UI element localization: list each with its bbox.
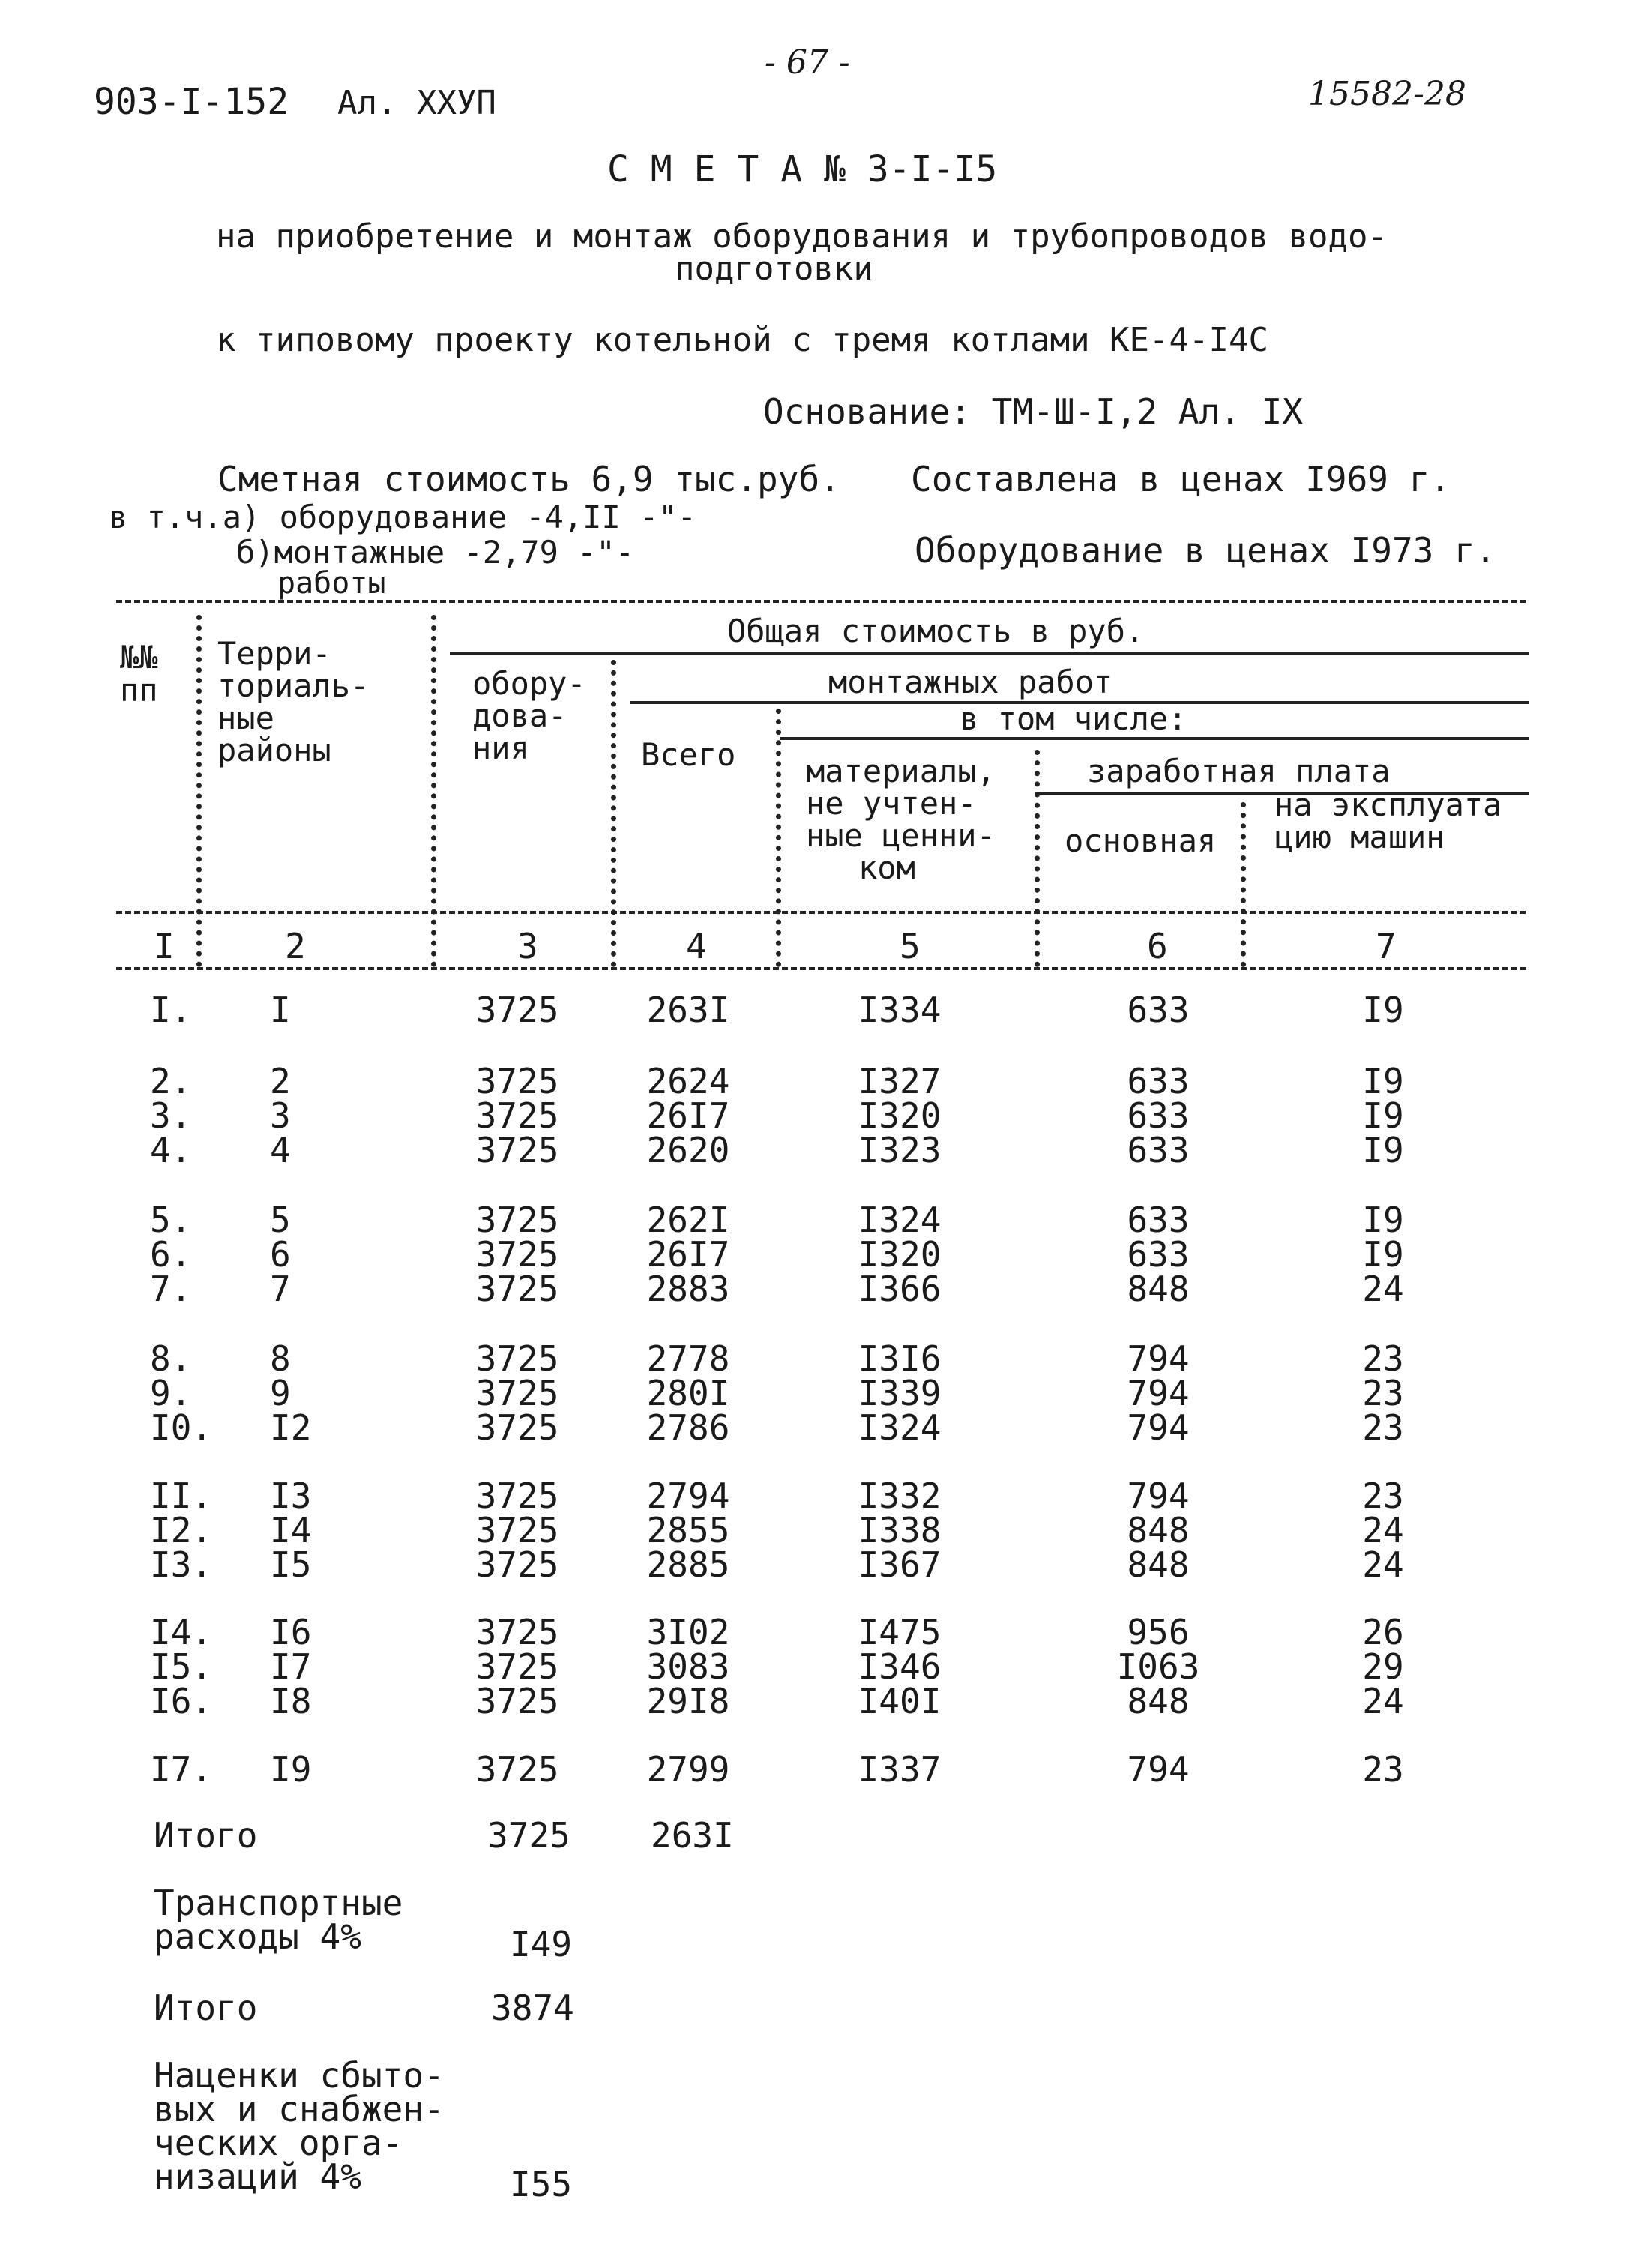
cell-equipment-cost: 3725 xyxy=(475,1269,559,1309)
including-rule xyxy=(780,737,1529,740)
cell-equipment-cost: 3725 xyxy=(475,1646,559,1687)
cell-machine-wages: 23 xyxy=(1362,1338,1404,1379)
including-mounting-works: работы xyxy=(277,566,386,601)
cell-machine-wages: I9 xyxy=(1362,1061,1404,1101)
header-col5-l1: материалы, xyxy=(806,753,996,789)
header-col2-l3: ные xyxy=(217,700,274,736)
total-label-2: Итого xyxy=(154,1988,258,2028)
cell-mounting-total: 2624 xyxy=(646,1061,730,1101)
cell-machine-wages: 24 xyxy=(1362,1681,1404,1721)
cell-territorial-region: I xyxy=(270,990,291,1030)
transport-label-2: расходы 4% xyxy=(154,1916,361,1957)
column-number-1: I xyxy=(154,926,175,966)
column-numbers-rule xyxy=(116,967,1526,970)
cell-row-number: I0. xyxy=(150,1407,213,1448)
transport-value: I49 xyxy=(510,1924,573,1964)
table-row xyxy=(0,1061,1638,1101)
cell-equipment-cost: 3725 xyxy=(475,1476,559,1516)
header-col6: основная xyxy=(1065,822,1217,859)
cell-materials-cost: I320 xyxy=(858,1234,942,1275)
markup-label-4: низаций 4% xyxy=(154,2156,361,2197)
cell-mounting-total: 2778 xyxy=(646,1338,730,1379)
header-bottom-rule xyxy=(116,911,1526,914)
cell-machine-wages: I9 xyxy=(1362,1130,1404,1170)
markup-label-2: вых и снабжен- xyxy=(154,2089,445,2129)
transport-label-1: Транспортные xyxy=(154,1883,403,1923)
cell-base-wages: 794 xyxy=(1127,1407,1190,1448)
header-wages: заработная плата xyxy=(1087,753,1391,789)
table-row xyxy=(0,1749,1638,1790)
header-col7-l1: на эксплуата xyxy=(1274,786,1502,823)
header-col4: Всего xyxy=(641,736,736,773)
subtitle-line-1: на приобретение и монтаж оборудования и трубопроводов водо- xyxy=(216,217,1388,256)
cell-territorial-region: 2 xyxy=(270,1061,291,1101)
cell-row-number: I7. xyxy=(150,1749,213,1790)
markup-label-3: ческих орга- xyxy=(154,2123,403,2163)
table-row xyxy=(0,1646,1638,1687)
cell-machine-wages: 24 xyxy=(1362,1544,1404,1585)
cell-equipment-cost: 3725 xyxy=(475,1749,559,1790)
cell-base-wages: 848 xyxy=(1127,1269,1190,1309)
cell-base-wages: 633 xyxy=(1127,1200,1190,1240)
cell-mounting-total: 2883 xyxy=(646,1269,730,1309)
cell-materials-cost: I367 xyxy=(858,1544,942,1585)
cell-materials-cost: I475 xyxy=(858,1612,942,1652)
markup-label-1: Наценки сбыто- xyxy=(154,2055,445,2096)
cell-row-number: I. xyxy=(150,990,192,1030)
col-separator-5 xyxy=(1035,750,1040,967)
table-row xyxy=(0,1269,1638,1309)
header-col2-l2: ториаль- xyxy=(217,667,370,704)
cell-machine-wages: I9 xyxy=(1362,1095,1404,1136)
page-number: - 67 - xyxy=(765,43,850,82)
cell-territorial-region: 9 xyxy=(270,1373,291,1413)
table-row xyxy=(0,1407,1638,1448)
cell-machine-wages: I9 xyxy=(1362,1234,1404,1275)
header-total-cost: Общая стоимость в руб. xyxy=(727,613,1145,649)
cell-materials-cost: I338 xyxy=(858,1510,942,1550)
col-separator-2 xyxy=(431,615,436,967)
table-row xyxy=(0,1510,1638,1550)
cell-base-wages: 848 xyxy=(1127,1681,1190,1721)
cell-equipment-cost: 3725 xyxy=(475,1510,559,1550)
cell-base-wages: 633 xyxy=(1127,1061,1190,1101)
header-col5-l4: ком xyxy=(858,849,915,886)
col-separator-6 xyxy=(1241,802,1246,967)
cell-base-wages: 633 xyxy=(1127,990,1190,1030)
cell-equipment-cost: 3725 xyxy=(475,1061,559,1101)
cell-materials-cost: I40I xyxy=(858,1681,942,1721)
cell-base-wages: 794 xyxy=(1127,1476,1190,1516)
cell-territorial-region: 5 xyxy=(270,1200,291,1240)
column-number-5: 5 xyxy=(900,926,921,966)
table-row xyxy=(0,1234,1638,1275)
cell-mounting-total: 2885 xyxy=(646,1544,730,1585)
header-col2-l4: районы xyxy=(217,732,331,768)
cell-base-wages: 794 xyxy=(1127,1373,1190,1413)
total-mounting-value: 263I xyxy=(651,1815,734,1856)
cell-base-wages: 956 xyxy=(1127,1612,1190,1652)
cell-equipment-cost: 3725 xyxy=(475,1130,559,1170)
cell-territorial-region: I7 xyxy=(270,1646,312,1687)
col-separator-1 xyxy=(196,615,202,967)
inventory-number: 15582-28 xyxy=(1308,75,1466,113)
cell-equipment-cost: 3725 xyxy=(475,1544,559,1585)
cell-territorial-region: 8 xyxy=(270,1338,291,1379)
cell-materials-cost: I334 xyxy=(858,990,942,1030)
cell-row-number: 7. xyxy=(150,1269,192,1309)
col-separator-3 xyxy=(611,660,616,967)
cell-base-wages: 848 xyxy=(1127,1544,1190,1585)
cell-territorial-region: I2 xyxy=(270,1407,312,1448)
cell-territorial-region: 4 xyxy=(270,1130,291,1170)
header-col3-l2: дова- xyxy=(472,697,567,734)
cell-materials-cost: I332 xyxy=(858,1476,942,1516)
cell-row-number: I6. xyxy=(150,1681,213,1721)
header-col3-l1: обору- xyxy=(472,665,586,702)
basis-line: Основание: ТМ-Ш-I,2 Ал. IX xyxy=(763,391,1304,432)
cell-materials-cost: I324 xyxy=(858,1200,942,1240)
total-with-transport-value: 3874 xyxy=(491,1988,574,2028)
cell-equipment-cost: 3725 xyxy=(475,1681,559,1721)
table-row xyxy=(0,1200,1638,1240)
table-row xyxy=(0,1612,1638,1652)
cell-row-number: 6. xyxy=(150,1234,192,1275)
equipment-prices: Оборудование в ценах I973 г. xyxy=(915,530,1496,571)
cell-machine-wages: 24 xyxy=(1362,1510,1404,1550)
cell-territorial-region: I5 xyxy=(270,1544,312,1585)
cell-materials-cost: I346 xyxy=(858,1646,942,1687)
markup-value: I55 xyxy=(510,2164,573,2204)
composed-prices: Составлена в ценах I969 г. xyxy=(911,459,1451,499)
cell-territorial-region: 3 xyxy=(270,1095,291,1136)
table-row xyxy=(0,1373,1638,1413)
cell-mounting-total: 3083 xyxy=(646,1646,730,1687)
cell-mounting-total: 262I xyxy=(646,1200,730,1240)
cell-mounting-total: 26I7 xyxy=(646,1095,730,1136)
cell-equipment-cost: 3725 xyxy=(475,990,559,1030)
cell-base-wages: 633 xyxy=(1127,1130,1190,1170)
cell-row-number: I5. xyxy=(150,1646,213,1687)
table-row xyxy=(0,1681,1638,1721)
column-number-2: 2 xyxy=(285,926,306,966)
cell-materials-cost: I366 xyxy=(858,1269,942,1309)
cell-row-number: 5. xyxy=(150,1200,192,1240)
table-row xyxy=(0,1338,1638,1379)
header-col1: №№ пп xyxy=(120,639,158,709)
cell-equipment-cost: 3725 xyxy=(475,1200,559,1240)
total-cost-rule xyxy=(450,652,1529,655)
cell-mounting-total: 2855 xyxy=(646,1510,730,1550)
col-separator-4 xyxy=(776,709,781,967)
cell-row-number: 8. xyxy=(150,1338,192,1379)
cell-materials-cost: I339 xyxy=(858,1373,942,1413)
cell-row-number: I3. xyxy=(150,1544,213,1585)
cell-machine-wages: 23 xyxy=(1362,1476,1404,1516)
cell-equipment-cost: 3725 xyxy=(475,1095,559,1136)
header-col5-l2: не учтен- xyxy=(806,785,977,822)
cell-equipment-cost: 3725 xyxy=(475,1373,559,1413)
cell-mounting-total: 2620 xyxy=(646,1130,730,1170)
cell-machine-wages: I9 xyxy=(1362,990,1404,1030)
cell-territorial-region: I4 xyxy=(270,1510,312,1550)
cell-machine-wages: 26 xyxy=(1362,1612,1404,1652)
cell-base-wages: I063 xyxy=(1116,1646,1200,1687)
cell-machine-wages: 23 xyxy=(1362,1407,1404,1448)
cell-base-wages: 794 xyxy=(1127,1749,1190,1790)
cell-machine-wages: 23 xyxy=(1362,1373,1404,1413)
total-equipment-value: 3725 xyxy=(487,1815,570,1856)
cell-materials-cost: I337 xyxy=(858,1749,942,1790)
cell-territorial-region: 7 xyxy=(270,1269,291,1309)
table-row xyxy=(0,1544,1638,1585)
cell-row-number: I4. xyxy=(150,1612,213,1652)
cell-materials-cost: I327 xyxy=(858,1061,942,1101)
cell-territorial-region: I8 xyxy=(270,1681,312,1721)
estimated-cost: Сметная стоимость 6,9 тыс.руб. xyxy=(217,459,840,499)
cell-equipment-cost: 3725 xyxy=(475,1407,559,1448)
column-number-4: 4 xyxy=(686,926,707,966)
cell-base-wages: 794 xyxy=(1127,1338,1190,1379)
doc-code: 903-I-152 xyxy=(94,81,289,123)
project-line: к типовому проекту котельной с тремя котлами КЕ-4-I4С xyxy=(216,321,1268,359)
cell-row-number: 3. xyxy=(150,1095,192,1136)
column-number-7: 7 xyxy=(1376,926,1397,966)
table-row xyxy=(0,1095,1638,1136)
cell-base-wages: 633 xyxy=(1127,1095,1190,1136)
header-col3-l3: ния xyxy=(472,730,529,766)
cell-territorial-region: I9 xyxy=(270,1749,312,1790)
cell-row-number: II. xyxy=(150,1476,213,1516)
header-including: в том числе: xyxy=(960,700,1187,737)
subtitle-line-2: подготовки xyxy=(675,250,873,288)
cell-mounting-total: 26I7 xyxy=(646,1234,730,1275)
header-col2-l1: Терри- xyxy=(217,635,331,672)
cell-mounting-total: 263I xyxy=(646,990,730,1030)
cell-territorial-region: I3 xyxy=(270,1476,312,1516)
cell-base-wages: 633 xyxy=(1127,1234,1190,1275)
cell-machine-wages: 23 xyxy=(1362,1749,1404,1790)
cell-equipment-cost: 3725 xyxy=(475,1338,559,1379)
cell-equipment-cost: 3725 xyxy=(475,1612,559,1652)
header-mounting: монтажных работ xyxy=(828,664,1113,700)
header-col5-l3: ные ценни- xyxy=(806,817,996,854)
cell-row-number: I2. xyxy=(150,1510,213,1550)
including-mounting: б)монтажные -2,79 -"- xyxy=(236,534,635,571)
cell-materials-cost: I320 xyxy=(858,1095,942,1136)
table-row xyxy=(0,1476,1638,1516)
cell-machine-wages: 24 xyxy=(1362,1269,1404,1309)
cell-base-wages: 848 xyxy=(1127,1510,1190,1550)
total-label-1: Итого xyxy=(154,1815,258,1856)
cell-materials-cost: I3I6 xyxy=(858,1338,942,1379)
cell-mounting-total: 29I8 xyxy=(646,1681,730,1721)
table-top-rule xyxy=(116,600,1526,603)
cell-row-number: 2. xyxy=(150,1061,192,1101)
header-col7-l2: цию машин xyxy=(1274,819,1445,855)
column-number-6: 6 xyxy=(1147,926,1168,966)
cell-machine-wages: I9 xyxy=(1362,1200,1404,1240)
column-number-3: 3 xyxy=(517,926,538,966)
document-heading: С М Е Т А № 3-I-I5 xyxy=(607,148,998,190)
cell-mounting-total: 280I xyxy=(646,1373,730,1413)
cell-row-number: 9. xyxy=(150,1373,192,1413)
cell-materials-cost: I323 xyxy=(858,1130,942,1170)
album-number: Ал. XXУП xyxy=(337,84,496,122)
cell-mounting-total: 2794 xyxy=(646,1476,730,1516)
table-row xyxy=(0,1130,1638,1170)
cell-row-number: 4. xyxy=(150,1130,192,1170)
cell-territorial-region: I6 xyxy=(270,1612,312,1652)
cell-mounting-total: 2786 xyxy=(646,1407,730,1448)
cell-mounting-total: 3I02 xyxy=(646,1612,730,1652)
cell-territorial-region: 6 xyxy=(270,1234,291,1275)
cell-equipment-cost: 3725 xyxy=(475,1234,559,1275)
cell-mounting-total: 2799 xyxy=(646,1749,730,1790)
cell-machine-wages: 29 xyxy=(1362,1646,1404,1687)
including-equipment: в т.ч.а) оборудование -4,II -"- xyxy=(109,499,696,535)
cell-materials-cost: I324 xyxy=(858,1407,942,1448)
table-row xyxy=(0,990,1638,1030)
